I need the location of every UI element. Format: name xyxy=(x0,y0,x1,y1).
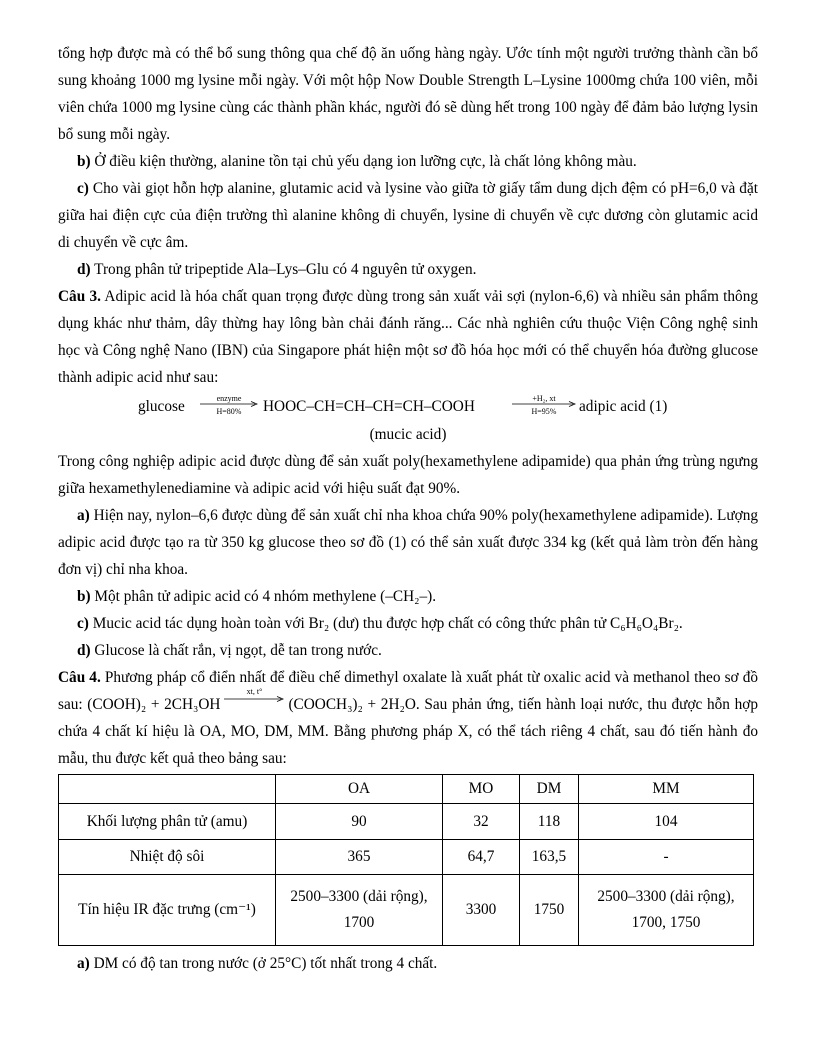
q3-statement-d xyxy=(58,637,758,664)
question-4-label: Câu 4. xyxy=(58,669,101,686)
arrow-hydrogenation-yield: H=95% xyxy=(531,407,557,416)
scheme-adipic: adipic acid (1) xyxy=(579,398,668,415)
intro-paragraph: tổng hợp được mà có thể bổ sung thông qua chế độ ăn uống hàng ngày. Ước tính một người trưởng thành cần bổ sung khoảng 1000 mg lysine mỗi ngày. Với một hộp Now Double Strength L–Lysine 1000mg chứa 100 viên, mỗi viên chứa 1000 mg lysine cùng các thành phần khác, người đó sẽ dùng hết trong 100 ngày để đảm bảo lượng lysin bổ sung mỗi ngày. xyxy=(58,45,758,143)
q4-statement-a-label: a) xyxy=(77,955,90,972)
q4-statement-a xyxy=(58,950,758,977)
arrow-right-icon xyxy=(224,696,284,702)
table-cell: 90 xyxy=(276,804,443,840)
arrow-esterification-condition: xt, t° xyxy=(246,687,263,696)
table-row xyxy=(59,840,754,875)
statement-d xyxy=(58,256,758,283)
table-header-cell: DM xyxy=(520,775,579,804)
q3-statement-b-text: Một phân tử adipic acid có 4 nhóm methylene (–CH₂–). xyxy=(90,588,437,605)
mucic-acid-label: (mucic acid) xyxy=(369,426,447,443)
table-cell: 163,5 xyxy=(520,840,579,875)
question-4-text-1: Phương pháp cổ điển nhất để điều chế dimethyl oxalate là xuất phát từ oxalic acid và methanol theo sơ đồ sau: (COOH)₂ + 2CH₃OH xyxy=(58,669,758,713)
table-cell: 64,7 xyxy=(443,840,520,875)
statement-d-label: d) xyxy=(77,261,91,278)
q3-statement-d-label: d) xyxy=(77,642,91,659)
arrow-hydrogenation-condition: +H₂, xt xyxy=(532,394,556,403)
q3-statement-a xyxy=(58,502,758,583)
table-row xyxy=(59,804,754,840)
table-cell: 3300 xyxy=(443,875,520,946)
statement-c xyxy=(58,175,758,256)
statement-b xyxy=(58,148,758,175)
table-header-cell: MO xyxy=(443,775,520,804)
q3-statement-c xyxy=(58,610,758,637)
q3-statement-c-label: c) xyxy=(77,615,89,632)
statement-c-text: Cho vài giọt hỗn hợp alanine, glutamic acid và lysine vào giữa tờ giấy tẩm dung dịch đệm có pH=6,0 và đặt giữa hai điện cực của điện trường thì alanine không di chuyển, lysine di chuyển về cực dương còn glutamic acid di chuyển về cực âm. xyxy=(58,180,758,251)
table-header-cell: MM xyxy=(579,775,754,804)
table-row xyxy=(59,875,754,946)
table-cell: 1750 xyxy=(520,875,579,946)
q3-statement-c-text: Mucic acid tác dụng hoàn toàn với Br₂ (dư) thu được hợp chất có công thức phân tử C₆H₆O₄Br₂. xyxy=(88,615,683,632)
statement-c-label: c) xyxy=(77,180,89,197)
q3-statement-b xyxy=(58,583,758,610)
table-cell: 365 xyxy=(276,840,443,875)
arrow-enzyme-condition: enzyme xyxy=(216,394,242,403)
table-header-cell xyxy=(59,775,276,804)
q3-statement-b-label: b) xyxy=(77,588,91,605)
question-3-label: Câu 3. xyxy=(58,288,101,305)
arrow-enzyme-yield: H=80% xyxy=(216,407,242,416)
scheme-glucose: glucose xyxy=(138,398,185,415)
table-cell: 104 xyxy=(579,804,754,840)
table-cell: Tín hiệu IR đặc trưng (cm⁻¹) xyxy=(59,875,276,946)
q3-statement-d-text: Glucose là chất rắn, vị ngọt, dễ tan trong nước. xyxy=(90,642,382,659)
question-4 xyxy=(58,664,758,772)
question-3-text: Adipic acid là hóa chất quan trọng được dùng trong sản xuất vải sợi (nylon-6,6) và nhiều sản phẩm thông dụng khác như thảm, dây thừng hay lông bàn chải đánh răng... Các nhà nghiên cứu thuộc Viện Công nghệ sinh học và Công nghệ Nano (IBN) của Singapore phát hiện một sơ đồ hóa học mới có thể chuyển hóa đường glucose thành adipic acid như sau: xyxy=(58,288,758,386)
table-cell: 118 xyxy=(520,804,579,840)
table-cell: 2500–3300 (dải rộng), 1700, 1750 xyxy=(579,875,754,946)
table-cell: Nhiệt độ sôi xyxy=(59,840,276,875)
statement-b-text: Ở điều kiện thường, alanine tồn tại chủ yếu dạng ion lưỡng cực, là chất lỏng không màu. xyxy=(90,153,637,170)
data-table xyxy=(58,774,754,946)
arrow-hydrogenation xyxy=(512,393,576,417)
table-cell: Khối lượng phân tử (amu) xyxy=(59,804,276,840)
scheme-mucic-formula: HOOC–CH=CH–CH=CH–COOH xyxy=(263,398,475,415)
table-header-cell: OA xyxy=(276,775,443,804)
arrow-enzyme xyxy=(200,393,258,417)
question-4-text-2: (COOCH₃)₂ + 2H₂O. Sau phản ứng, tiến hành loại nước, thu được hỗn hợp chứa 4 chất kí hiệu là OA, MO, DM, MM. Bằng phương pháp X, có thể tách riêng 4 chất, sau đó tiến hành đo mẫu, thu được kết quả theo bảng sau: xyxy=(58,696,759,767)
table-cell: - xyxy=(579,840,754,875)
statement-d-text: Trong phân tử tripeptide Ala–Lys–Glu có 4 nguyên tử oxygen. xyxy=(90,261,477,278)
reaction-scheme xyxy=(58,391,758,421)
q4-statement-a-text: DM có độ tan trong nước (ở 25°C) tốt nhất trong 4 chất. xyxy=(89,955,438,972)
q3-statement-a-text: Hiện nay, nylon–6,6 được dùng để sản xuất chỉ nha khoa chứa 90% poly(hexamethylene adipamide). Lượng adipic acid được tạo ra từ 350 kg glucose theo sơ đồ (1) có thể sản xuất được 334 kg (kết quả làm tròn đến hàng đơn vị) chỉ nha khoa. xyxy=(58,507,758,578)
document-page xyxy=(58,40,758,977)
table-cell: 2500–3300 (dải rộng), 1700 xyxy=(276,875,443,946)
statement-b-label: b) xyxy=(77,153,91,170)
question-3 xyxy=(58,283,758,391)
question-3-para2: Trong công nghiệp adipic acid được dùng để sản xuất poly(hexamethylene adipamide) qua phản ứng trùng ngưng giữa hexamethylenediamine và adipic acid với hiệu suất đạt 90%. xyxy=(58,453,758,497)
table-cell: 32 xyxy=(443,804,520,840)
arrow-esterification xyxy=(224,687,284,709)
q3-statement-a-label: a) xyxy=(77,507,90,524)
table-header-row xyxy=(59,775,754,804)
